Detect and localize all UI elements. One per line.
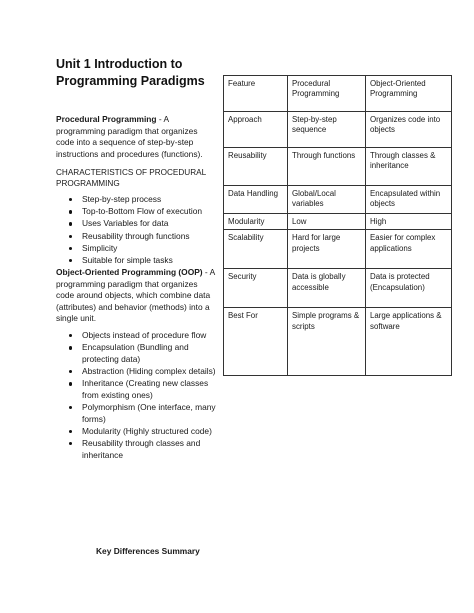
procedural-heading: Procedural Programming	[56, 114, 157, 124]
list-item: Polymorphism (One interface, many forms)	[68, 402, 218, 425]
list-item: Reusability through classes and inheritance	[68, 438, 218, 461]
oop-definition	[56, 267, 216, 325]
table-cell: Organizes code into objects	[366, 112, 452, 148]
table-row	[224, 308, 452, 376]
table-cell: Hard for large projects	[288, 230, 366, 269]
list-item: Top-to-Bottom Flow of execution	[68, 206, 218, 218]
table-row	[224, 269, 452, 308]
table-cell: Security	[224, 269, 288, 308]
list-item: Reusability through functions	[68, 231, 218, 243]
procedural-definition	[56, 114, 216, 160]
list-item: Abstraction (Hiding complex details)	[68, 366, 218, 378]
list-item: Suitable for simple tasks	[68, 255, 218, 267]
table-cell: Low	[288, 214, 366, 230]
oop-heading: Object-Oriented Programming (OOP)	[56, 267, 203, 277]
table-cell: Simple programs & scripts	[288, 308, 366, 376]
list-item: Simplicity	[68, 243, 218, 255]
table-row	[224, 230, 452, 269]
table-cell: Through classes & inheritance	[366, 148, 452, 186]
table-cell: Object-Oriented Programming	[366, 76, 452, 112]
table-cell: Scalability	[224, 230, 288, 269]
table-row	[224, 112, 452, 148]
list-item: Step-by-step process	[68, 194, 218, 206]
table-cell: Large applications & software	[366, 308, 452, 376]
table-cell: Data Handling	[224, 186, 288, 214]
table-cell: Procedural Programming	[288, 76, 366, 112]
oop-bullet-list	[68, 330, 218, 462]
table-cell: Through functions	[288, 148, 366, 186]
table-cell: Best For	[224, 308, 288, 376]
list-item: Modularity (Highly structured code)	[68, 426, 218, 438]
table-cell: Encapsulated within objects	[366, 186, 452, 214]
procedural-bullet-list	[68, 194, 218, 267]
list-item: Encapsulation (Bundling and protecting data)	[68, 342, 218, 365]
list-item: Uses Variables for data	[68, 218, 218, 230]
table-cell: Reusability	[224, 148, 288, 186]
title-line-2: Programming Paradigms	[56, 74, 205, 88]
table-cell: Data is protected (Encapsulation)	[366, 269, 452, 308]
list-item: Inheritance (Creating new classes from existing ones)	[68, 378, 218, 401]
table-row	[224, 214, 452, 230]
table-cell: High	[366, 214, 452, 230]
comparison-table	[223, 75, 452, 376]
table-cell: Step-by-step sequence	[288, 112, 366, 148]
oop-text: - A programming paradigm that organizes code around objects, which combine data (attributes) and behavior (methods) into a single unit.	[56, 267, 215, 324]
title-line-1: Unit 1 Introduction to	[56, 57, 183, 71]
procedural-text: - A programming paradigm that organizes code into a sequence of step-by-step instructions and procedures (functions).	[56, 114, 203, 159]
page-title	[56, 56, 226, 90]
table-row	[224, 148, 452, 186]
table-cell: Approach	[224, 112, 288, 148]
table-cell: Modularity	[224, 214, 288, 230]
list-item: Objects instead of procedure flow	[68, 330, 218, 342]
table-row	[224, 186, 452, 214]
table-cell: Data is globally accessible	[288, 269, 366, 308]
table-cell: Easier for complex applications	[366, 230, 452, 269]
table-cell: Feature	[224, 76, 288, 112]
key-differences-summary-label: Key Differences Summary	[96, 546, 200, 556]
procedural-characteristics-heading: CHARACTERISTICS OF PROCEDURAL PROGRAMMING	[56, 168, 206, 189]
table-header-row	[224, 76, 452, 112]
table-cell: Global/Local variables	[288, 186, 366, 214]
